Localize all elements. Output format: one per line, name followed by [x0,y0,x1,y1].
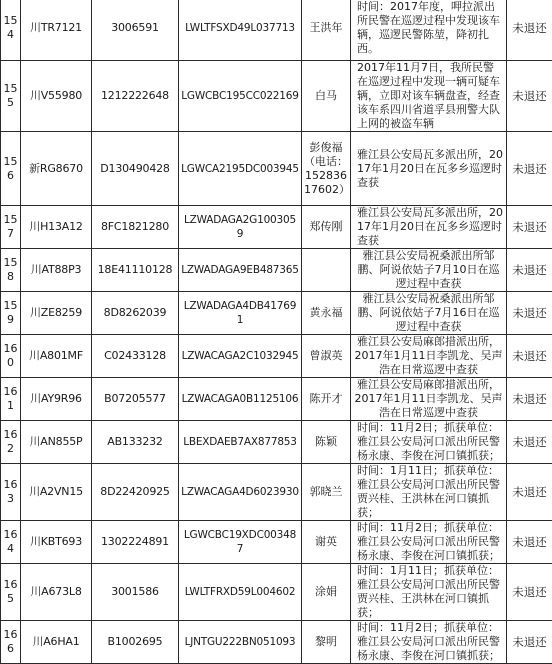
engine-number-cell: AB133232 [92,421,179,464]
plate-number-cell: 川AN855P [21,421,92,464]
seizure-description-cell: 雅江县公安局瓦多派出所，2017年1月20日在瓦多乡巡逻时查获 [351,206,507,249]
owner-name-cell: 白马 [302,61,351,132]
table-row [1,292,552,335]
return-status-cell: 未退还 [507,335,552,378]
table-row [1,564,552,621]
row-number-cell: 155 [1,61,21,132]
row-number-cell: 156 [1,132,21,206]
vin-number-cell: LZWADAGA4DB417691 [179,292,302,335]
engine-number-cell: 1302224891 [92,521,179,564]
plate-number-cell: 川TR7121 [21,0,92,61]
return-status-cell: 未退还 [507,61,552,132]
row-number-cell: 159 [1,292,21,335]
plate-number-cell: 新RG8670 [21,132,92,206]
owner-name-cell [302,249,351,292]
row-number-cell: 165 [1,564,21,621]
plate-number-cell: 川ZE8259 [21,292,92,335]
engine-number-cell: 1212222648 [92,61,179,132]
row-number-cell: 166 [1,621,21,664]
vin-number-cell: LJNTGU222BN051093 [179,621,302,664]
row-number-cell: 163 [1,464,21,521]
table-row [1,521,552,564]
seizure-description-cell: 时间：1月11日；抓获单位：雅江县公安局河口派出所民警贾兴桂、王洪林在河口镇抓获； [351,464,507,521]
seizure-description-cell: 雅江县公安局瓦多派出所，2017年1月20日在瓦多乡巡逻时查获 [351,132,507,206]
owner-name-cell: 曾淑英 [302,335,351,378]
return-status-cell: 未退还 [507,464,552,521]
engine-number-cell: C02433128 [92,335,179,378]
table-row [1,0,552,61]
seizure-description-cell: 雅江县公安局麻郎措派出所，2017年1月11日李凯龙、吴声浩在日常巡逻中查获 [351,335,507,378]
owner-name-cell: 郑传刚 [302,206,351,249]
seizure-description-cell: 时间：11月2日；抓获单位：雅江县公安局河口派出所民警杨永康、李俊在河口镇抓获； [351,421,507,464]
return-status-cell: 未退还 [507,621,552,664]
plate-number-cell: 川V55980 [21,61,92,132]
seizure-description-cell: 时间：2017年度，呷拉派出所民警在巡逻过程中发现该车辆，巡逻民警陈堃，降初扎西。 [351,0,507,61]
engine-number-cell: B07205577 [92,378,179,421]
vin-number-cell: LWLTFSXD49L037713 [179,0,302,61]
row-number-cell: 154 [1,0,21,61]
engine-number-cell: 3001586 [92,564,179,621]
return-status-cell: 未退还 [507,564,552,621]
table-row [1,61,552,132]
owner-name-cell: 黎明 [302,621,351,664]
seizure-description-cell: 2017年11月7日，我所民警在巡逻过程中发现一辆可疑车辆，立即对该车辆盘查，经查该车系四川省道孚县刑警大队上网的被盗车辆 [351,61,507,132]
vin-number-cell: LZWADAGA2G1003059 [179,206,302,249]
vin-number-cell: LZWACAGA4D6023930 [179,464,302,521]
seizure-description-cell: 时间：1月11日；抓获单位：雅江县公安局河口派出所民警贾兴桂、王洪林在河口镇抓获； [351,564,507,621]
owner-name-cell: 彭俊福（电话：15283617602） [302,132,351,206]
table-row [1,621,552,664]
vin-number-cell: LWLTFRXD59L004602 [179,564,302,621]
engine-number-cell: 8D22420925 [92,464,179,521]
row-number-cell: 164 [1,521,21,564]
table-row [1,464,552,521]
plate-number-cell: 川A2VN15 [21,464,92,521]
seizure-description-cell: 时间：11月2日；抓获单位：雅江县公安局河口派出所民警杨永康、李俊在河口镇抓获； [351,621,507,664]
owner-name-cell: 陈开才 [302,378,351,421]
vin-number-cell: LZWADAGA9EB487365 [179,249,302,292]
owner-name-cell: 王洪年 [302,0,351,61]
seizure-description-cell: 雅江县公安局祝桑派出所邹鹏、阿说依姑子7月10日在巡逻过程中查获 [351,249,507,292]
engine-number-cell: 8FC1821280 [92,206,179,249]
table-row [1,132,552,206]
vin-number-cell: LGWCBC195CC022169 [179,61,302,132]
owner-name-cell: 谢英 [302,521,351,564]
table-row [1,421,552,464]
row-number-cell: 160 [1,335,21,378]
owner-name-cell: 郭晓兰 [302,464,351,521]
return-status-cell: 未退还 [507,132,552,206]
table-row [1,206,552,249]
plate-number-cell: 川AT88P3 [21,249,92,292]
plate-number-cell: 川A6HA1 [21,621,92,664]
table-row [1,378,552,421]
return-status-cell: 未退还 [507,521,552,564]
seizure-description-cell: 时间：11月2日；抓获单位：雅江县公安局河口派出所民警杨永康、李俊在河口镇抓获； [351,521,507,564]
plate-number-cell: 川A673L8 [21,564,92,621]
return-status-cell: 未退还 [507,378,552,421]
owner-name-cell: 陈颖 [302,421,351,464]
row-number-cell: 157 [1,206,21,249]
owner-name-cell: 黄永福 [302,292,351,335]
table-row [1,335,552,378]
table-body [1,0,552,664]
plate-number-cell: 川AY9R96 [21,378,92,421]
return-status-cell: 未退还 [507,249,552,292]
seizure-description-cell: 雅江县公安局麻郎措派出所，2017年1月11日李凯龙、吴声浩在日常巡逻中查获 [351,378,507,421]
return-status-cell: 未退还 [507,292,552,335]
return-status-cell: 未退还 [507,0,552,61]
engine-number-cell: 8D8262039 [92,292,179,335]
vin-number-cell: LGWCBC19XDC003487 [179,521,302,564]
seizure-description-cell: 雅江县公安局祝桑派出所邹鹏、阿说依姑子7月16日在巡逻过程中查获 [351,292,507,335]
row-number-cell: 161 [1,378,21,421]
plate-number-cell: 川H13A12 [21,206,92,249]
vin-number-cell: LGWCA2195DC003945 [179,132,302,206]
vin-number-cell: LBEXDAEB7AX877853 [179,421,302,464]
table-row [1,249,552,292]
row-number-cell: 158 [1,249,21,292]
vin-number-cell: LZWACAGA2C1032945 [179,335,302,378]
row-number-cell: 162 [1,421,21,464]
owner-name-cell: 涂娟 [302,564,351,621]
return-status-cell: 未退还 [507,421,552,464]
plate-number-cell: 川KBT693 [21,521,92,564]
engine-number-cell: D130490428 [92,132,179,206]
plate-number-cell: 川A801MF [21,335,92,378]
vin-number-cell: LZWACAGA0B1125106 [179,378,302,421]
engine-number-cell: B1002695 [92,621,179,664]
engine-number-cell: 3006591 [92,0,179,61]
return-status-cell: 未退还 [507,206,552,249]
engine-number-cell: 18E41110128 [92,249,179,292]
